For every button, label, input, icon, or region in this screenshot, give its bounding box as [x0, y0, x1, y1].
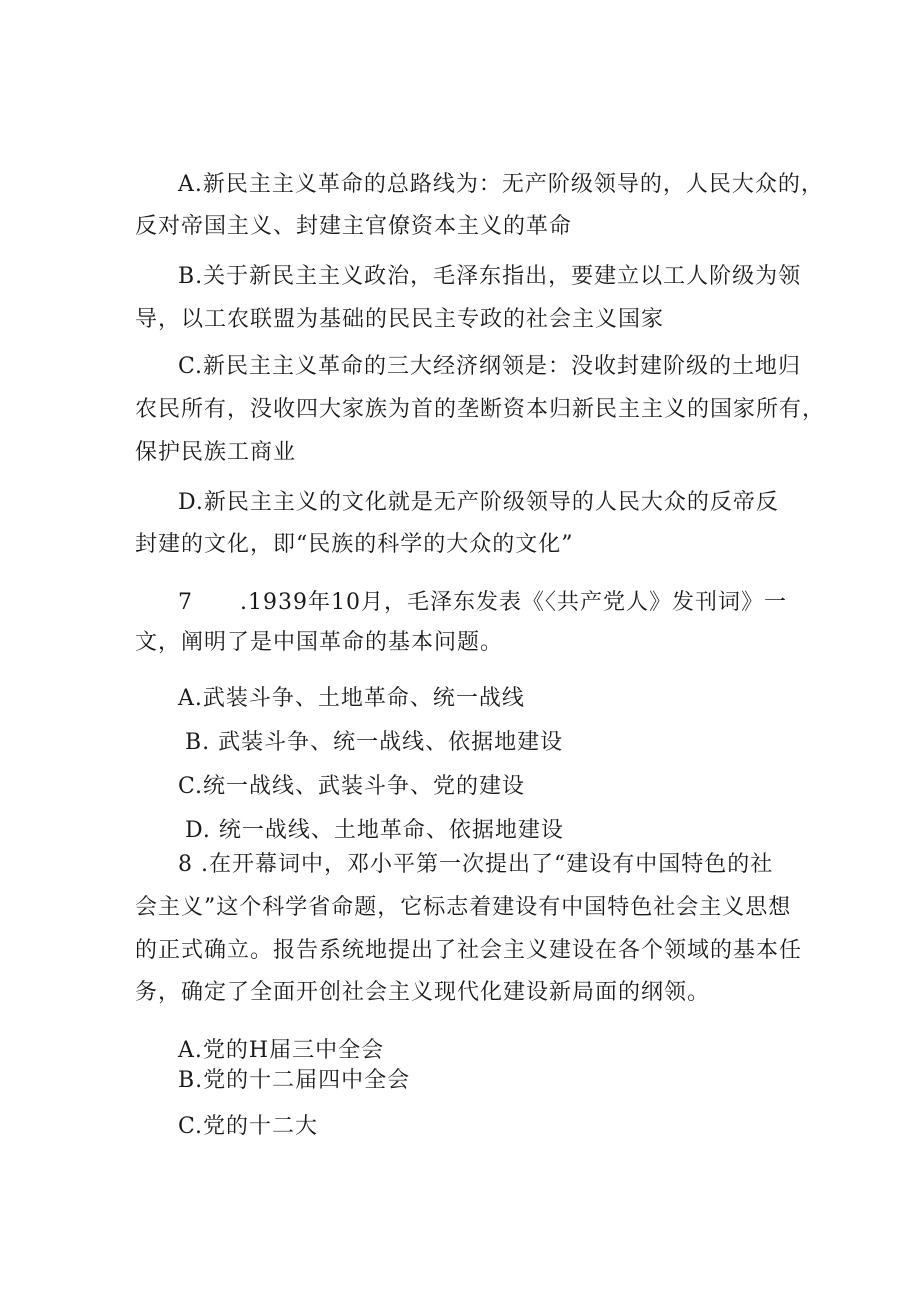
q7-option-c: C.统一战线、武装斗争、党的建设 [178, 774, 526, 799]
q6-option-c-line3: 保护民族工商业 [135, 440, 297, 465]
q8-stem-line4: 务，确定了全面开创社会主义现代化建设新局面的纲领。 [135, 980, 711, 1005]
q8-option-a: A.党的H届三中全会 [178, 1038, 385, 1063]
q8-stem-line2: 会主义”这个科学省命题，它标志着建设有中国特色社会主义思想 [135, 895, 792, 920]
q6-option-a-line2: 反对帝国主义、封建主官僚资本主义的革命 [135, 214, 573, 239]
q6-option-b-line1: B.关于新民主主义政治，毛泽东指出，要建立以工人阶级为领 [178, 264, 802, 289]
q7-stem-line1: .1939年10月，毛泽东发表《〈共产党人》发刊词》一 [240, 590, 787, 615]
q7-option-b: B. 武装斗争、统一战线、依据地建设 [185, 730, 564, 755]
q7-stem-line2: 文，阐明了是中国革命的基本问题。 [135, 630, 504, 655]
q6-option-d-line1: D.新民主主义的文化就是无产阶级领导的人民大众的反帝反 [178, 490, 779, 515]
q8-option-b: B.党的十二届四中全会 [178, 1068, 411, 1093]
q6-option-a-line1: A.新民主主义革命的总路线为：无产阶级领导的，人民大众的， [178, 172, 824, 197]
q7-option-d: D. 统一战线、土地革命、依据地建设 [185, 818, 564, 843]
q8-option-c: C.党的十二大 [178, 1114, 319, 1139]
q6-option-c-line2: 农民所有，没收四大家族为首的垄断资本归新民主主义的国家所有， [135, 397, 826, 422]
q8-stem-line1: 8 .在开幕词中，邓小平第一次提出了“建设有中国特色的社 [178, 852, 774, 877]
q7-number: 7 [178, 590, 193, 615]
q7-option-a: A.武装斗争、土地革命、统一战线 [178, 686, 525, 711]
q6-option-c-line1: C.新民主主义革命的三大经济纲领是：没收封建阶级的土地归 [178, 354, 802, 379]
q6-option-b-line2: 导，以工农联盟为基础的民民主专政的社会主义国家 [135, 307, 665, 332]
q8-stem-line3: 的正式确立。报告系统地提出了社会主义建设在各个领域的基本任 [135, 938, 803, 963]
q6-option-d-line2: 封建的文化，即“民族的科学的大众的文化” [135, 532, 574, 557]
